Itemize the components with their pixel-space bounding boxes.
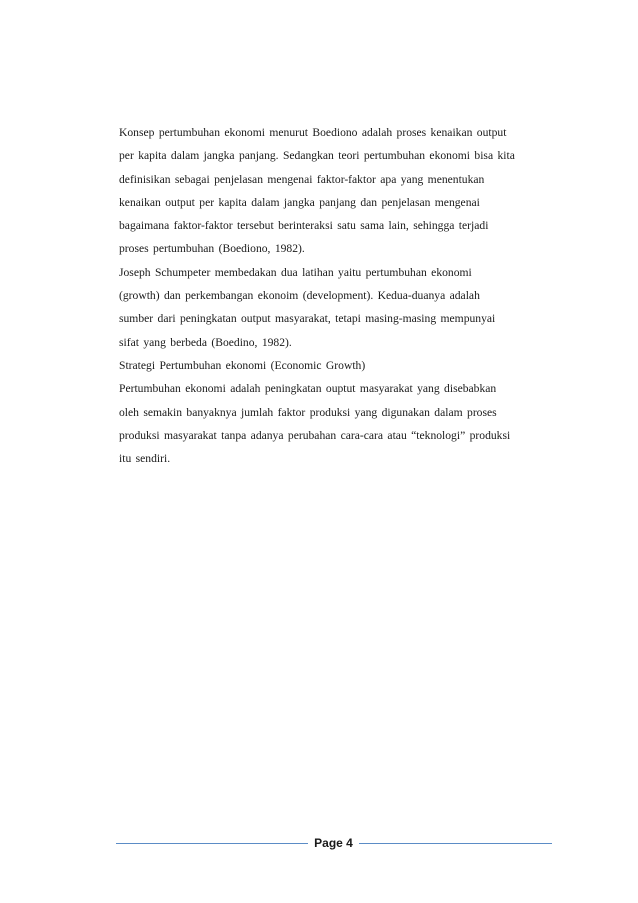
text-line: Strategi Pertumbuhan ekonomi (Economic Growth): [119, 358, 366, 372]
text-line: produksi masyarakat tanpa adanya perubahan cara-cara atau “teknologi” produksi: [119, 428, 511, 442]
text-line: (growth) dan perkembangan ekonoim (development). Kedua-duanya adalah: [119, 289, 480, 303]
text-line: oleh semakin banyaknya jumlah faktor produksi yang digunakan dalam proses: [119, 405, 497, 419]
page-footer: [116, 833, 552, 853]
footer-rule-right: [359, 843, 552, 844]
text-line: Pertumbuhan ekonomi adalah peningkatan ouptut masyarakat yang disebabkan: [119, 382, 497, 396]
text-line: Konsep pertumbuhan ekonomi menurut Boediono adalah proses kenaikan output: [119, 126, 507, 139]
text-line: kenaikan output per kapita dalam jangka panjang dan penjelasan mengenai: [119, 195, 480, 209]
text-line: itu sendiri.: [119, 452, 171, 466]
body-text: [119, 121, 551, 470]
text-line: proses pertumbuhan (Boediono, 1982).: [119, 242, 305, 256]
text-line: bagaimana faktor-faktor tersebut berinteraksi satu sama lain, sehingga terjadi: [119, 219, 489, 233]
page-number: Page 4: [314, 836, 353, 850]
text-line: sifat yang berbeda (Boedino, 1982).: [119, 335, 292, 349]
footer-rule-left: [116, 843, 308, 844]
text-line: per kapita dalam jangka panjang. Sedangkan teori pertumbuhan ekonomi bisa kita: [119, 149, 515, 163]
text-line: definisikan sebagai penjelasan mengenai faktor-faktor apa yang menentukan: [119, 172, 485, 186]
text-line: Joseph Schumpeter membedakan dua latihan yaitu pertumbuhan ekonomi: [119, 265, 472, 279]
text-line: sumber dari peningkatan output masyarakat, tetapi masing-masing mempunyai: [119, 312, 496, 326]
